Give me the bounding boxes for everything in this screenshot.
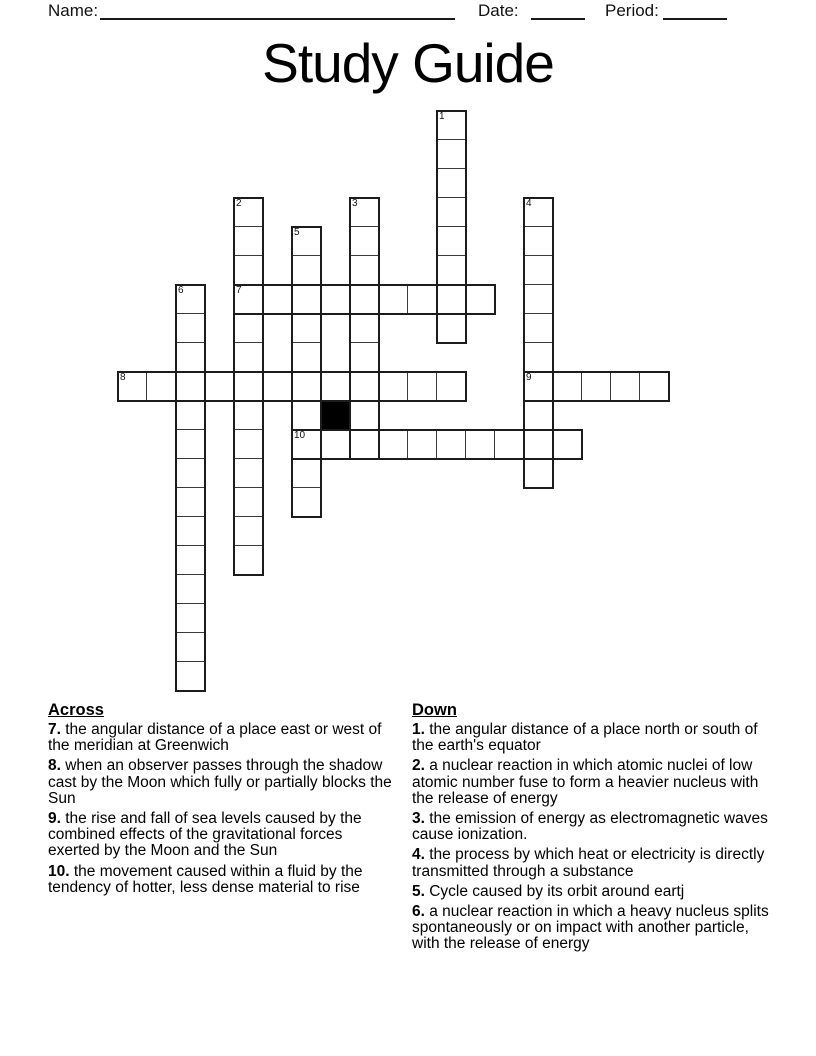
clue-text: the movement caused within a fluid by the tendency of hotter, less dense material to rise — [48, 862, 363, 896]
clue-number: 10. — [48, 862, 74, 880]
clue-item-9 — [48, 811, 396, 860]
black-cell — [320, 400, 351, 431]
down-clues-section — [412, 701, 772, 957]
clue-number: 6. — [412, 903, 430, 921]
clue-item-2 — [412, 758, 772, 807]
clue-number: 3. — [412, 810, 430, 828]
clue-text: the angular distance of a place east or west of the meridian at Greenwich — [48, 721, 382, 755]
clue-text: the angular distance of a place north or south of the earth's equator — [412, 721, 758, 755]
clue-item-7 — [48, 722, 396, 754]
clue-text: when an observer passes through the shadow cast by the Moon which fully or partially blocks the Sun — [48, 757, 392, 807]
word-3-down-outline — [349, 197, 380, 460]
date-blank-line — [531, 2, 585, 20]
down-clue-list — [412, 722, 772, 953]
cell-number: 6 — [178, 285, 184, 296]
clue-item-4 — [412, 847, 772, 879]
cell-number: 2 — [236, 198, 242, 209]
cell-number: 9 — [526, 372, 532, 383]
clue-number: 4. — [412, 846, 430, 864]
clue-number: 7. — [48, 721, 66, 738]
clue-item-1 — [412, 722, 772, 754]
clue-item-10 — [48, 864, 396, 896]
clue-item-3 — [412, 811, 772, 843]
cell-number: 5 — [294, 227, 300, 238]
name-blank-line — [100, 2, 455, 20]
clue-number: 5. — [412, 882, 430, 900]
cell-number: 3 — [352, 198, 358, 209]
clue-text: the emission of energy as electromagnetic waves cause ionization. — [412, 810, 768, 844]
page-title: Study Guide — [262, 32, 554, 94]
cell-number: 4 — [526, 198, 532, 209]
word-7-across-outline — [233, 284, 496, 315]
word-10-across-outline — [291, 429, 583, 460]
word-9-across-outline — [523, 371, 670, 402]
cell-number: 8 — [120, 372, 126, 383]
clue-text: Cycle caused by its orbit around eartj — [429, 882, 685, 900]
clue-number: 8. — [48, 757, 66, 775]
cell-number: 1 — [439, 111, 445, 122]
period-label: Period: — [605, 1, 659, 20]
word-8-across-outline — [117, 371, 467, 402]
clue-number: 1. — [412, 721, 430, 738]
across-heading: Across — [48, 701, 104, 719]
cell-number: 7 — [236, 285, 242, 296]
cell-number: 10 — [294, 430, 306, 441]
clue-item-8 — [48, 758, 396, 807]
clue-text: a nuclear reaction in which atomic nuclei of low atomic number fuse to form a heavier nucleus with the release of energy — [412, 757, 759, 807]
across-clue-list — [48, 722, 396, 896]
clue-number: 9. — [48, 810, 66, 828]
clue-text: the process by which heat or electricity is directly transmitted through a substance — [412, 846, 765, 880]
clue-item-5 — [412, 884, 772, 900]
clue-item-6 — [412, 904, 772, 953]
clue-text: the rise and fall of sea levels caused by the combined effects of the gravitational forces exerted by the Moon and the Sun — [48, 810, 362, 860]
down-heading: Down — [412, 701, 457, 719]
period-blank-line — [663, 2, 727, 20]
word-6-down-outline — [175, 284, 206, 692]
across-clues-section — [48, 701, 396, 900]
clue-number: 2. — [412, 757, 430, 775]
date-label: Date: — [478, 1, 519, 20]
name-label: Name: — [48, 1, 99, 20]
clue-text: a nuclear reaction in which a heavy nucleus splits spontaneously or on impact with another particle, with the release of energy — [412, 903, 769, 953]
